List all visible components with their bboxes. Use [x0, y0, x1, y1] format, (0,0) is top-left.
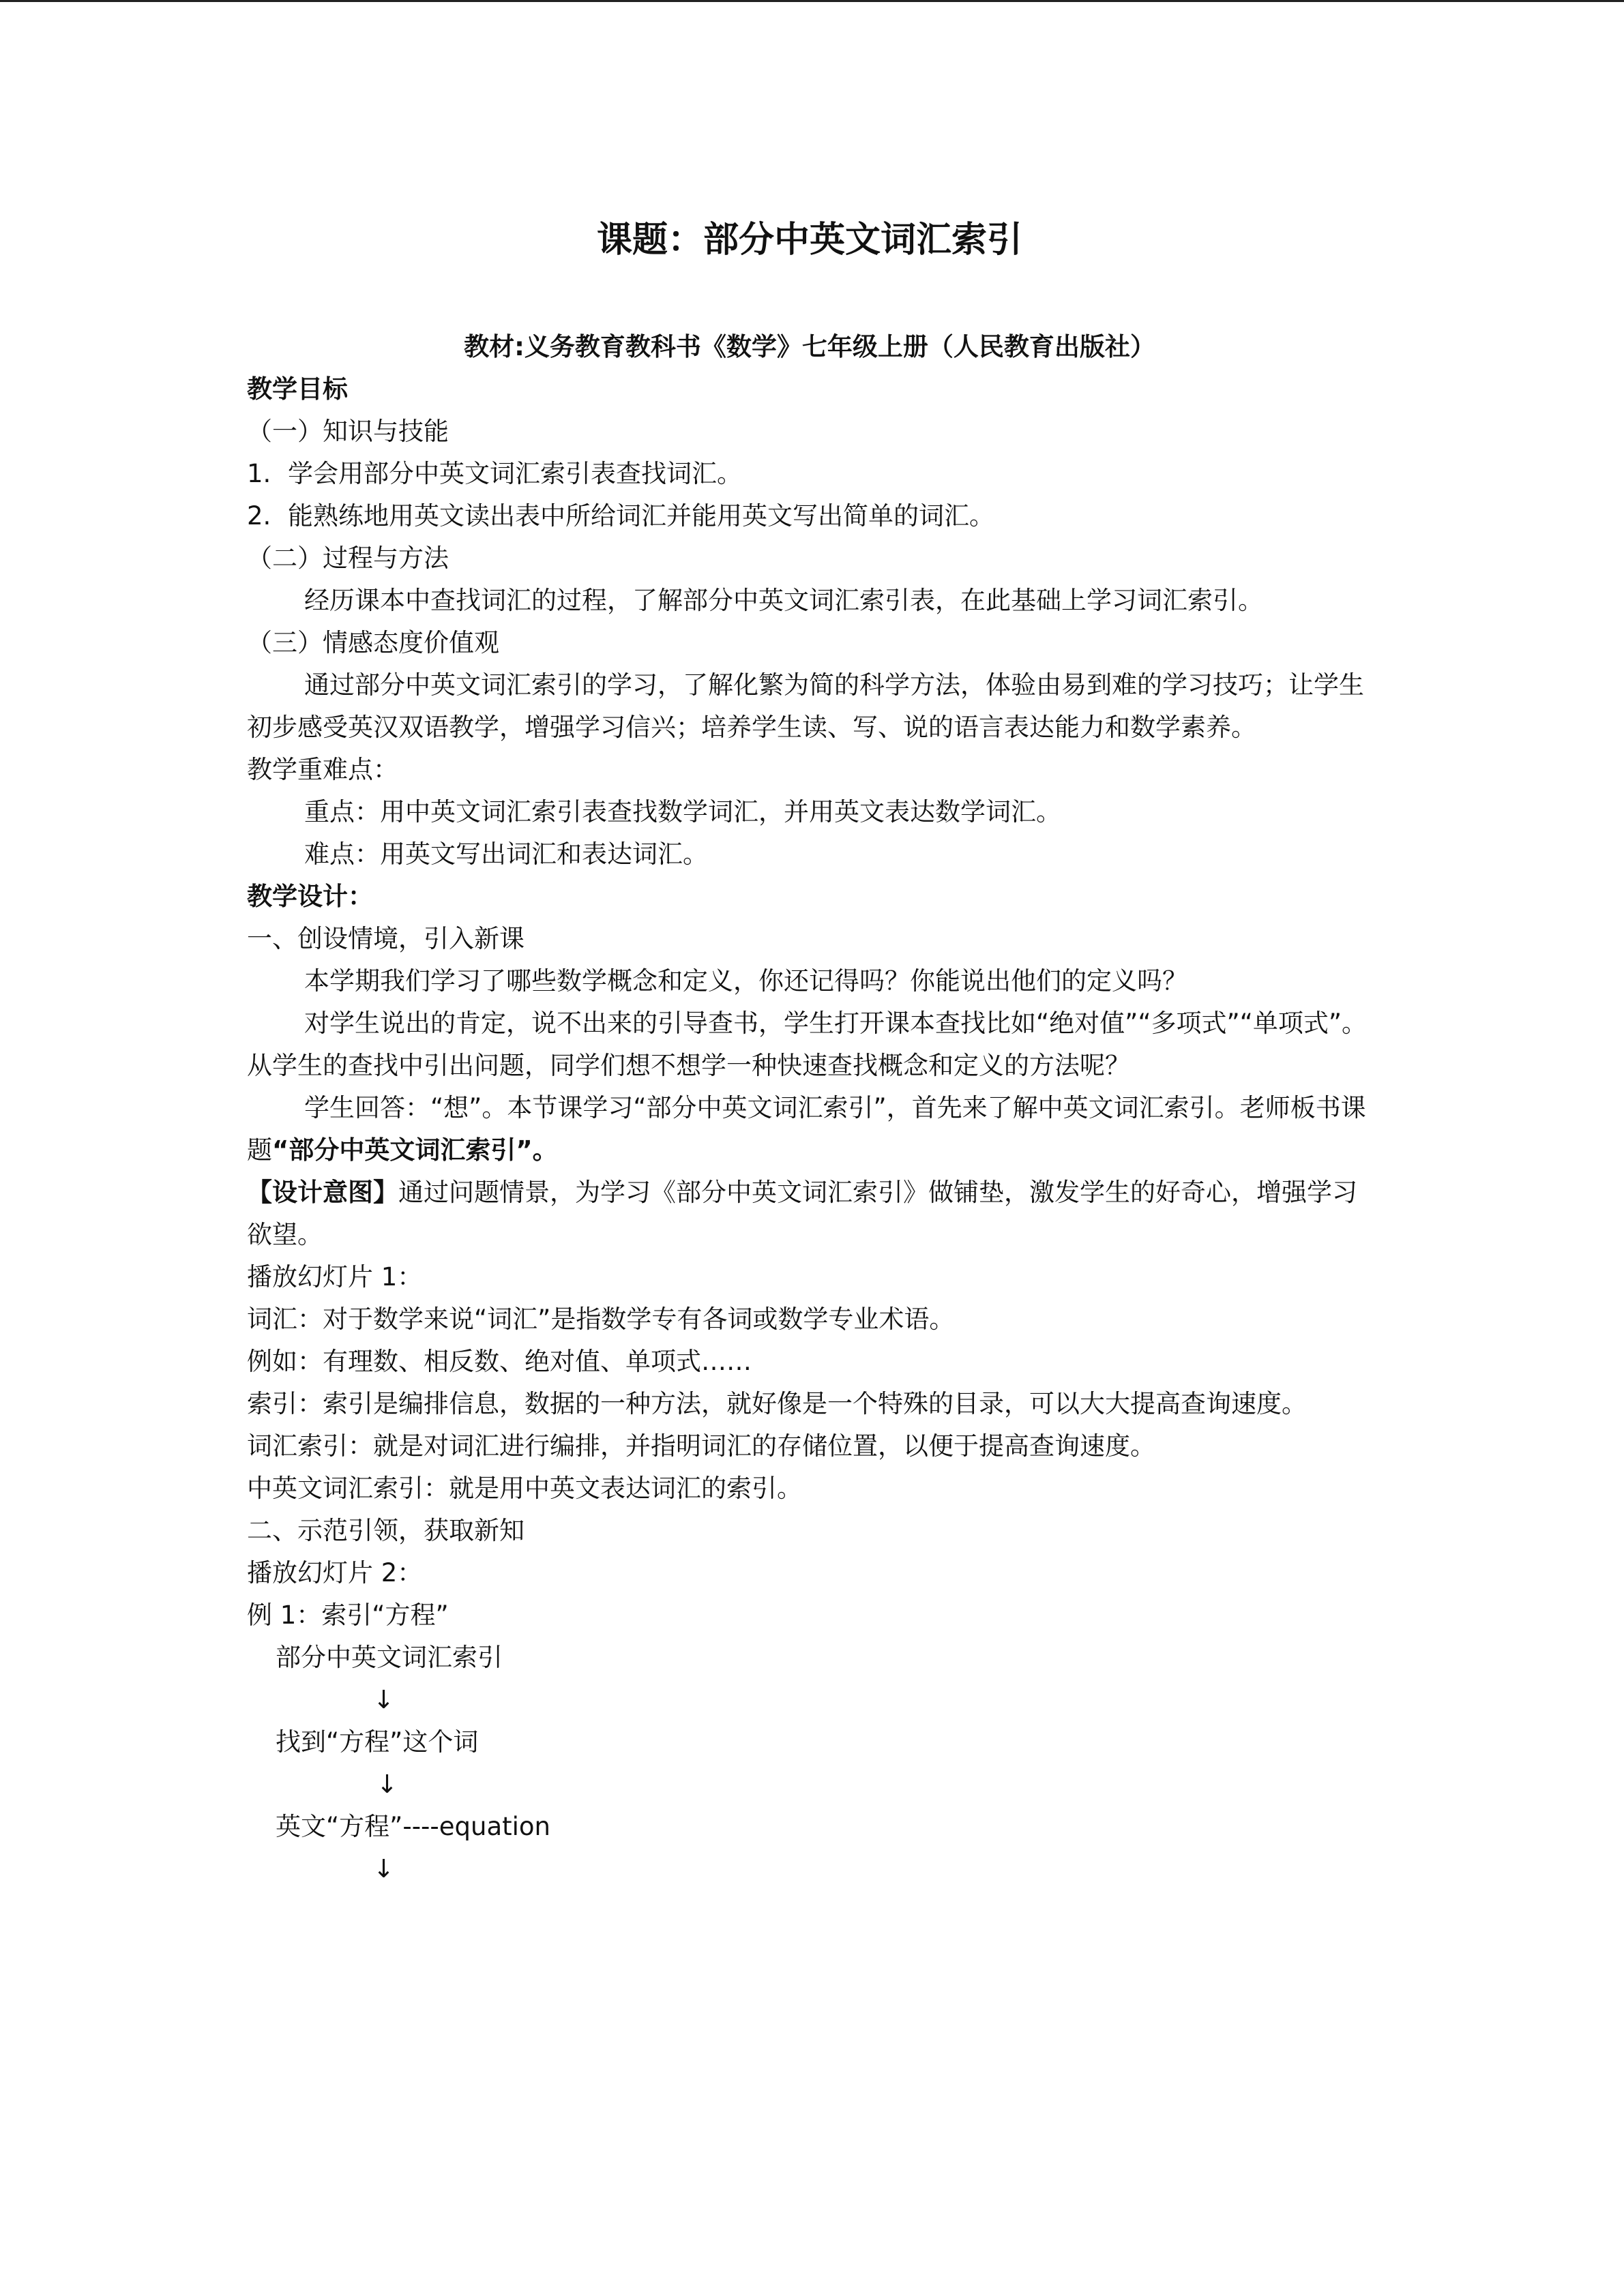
flow-step: 部分中英文词汇索引 — [276, 1643, 503, 1672]
index-definition: 索引：索引是编排信息，数据的一种方法，就好像是一个特殊的目录，可以大大提高查询速度。 — [247, 1389, 1307, 1418]
knowledge-heading: （一）知识与技能 — [247, 417, 449, 446]
example-1-title: 例 1：索引“方程” — [247, 1600, 449, 1630]
design-intent — [247, 1172, 1372, 1256]
knowledge-item — [247, 495, 1372, 537]
difficult-point: 难点：用英文写出词汇和表达词汇。 — [304, 839, 708, 869]
slide-1-label: 播放幻灯片 1： — [247, 1262, 423, 1292]
vocab-definition: 词汇：对于数学来说“词汇”是指数学专有各词或数学专业术语。 — [247, 1304, 955, 1334]
document-body — [247, 368, 1372, 1890]
emotion-heading: （三）情感态度价值观 — [247, 628, 499, 657]
design-intent-label: 【设计意图】 — [247, 1178, 398, 1207]
item-number: 1. — [247, 459, 271, 488]
textbook-source: 教材:义务教育教科书《数学》七年级上册（人民教育出版社） — [464, 332, 1155, 361]
flow-step: 英文“方程”----equation — [276, 1812, 550, 1841]
intro-paragraph-3-text: 学生回答：“想”。本节课学习“部分中英文词汇索引”，首先来了解中英文词汇索引。老师板书课题 — [247, 1093, 1366, 1165]
vocab-index-definition: 词汇索引：就是对词汇进行编排，并指明词汇的存储位置，以便于提高查询速度。 — [247, 1431, 1155, 1461]
part2-heading: 二、示范引领，获取新知 — [247, 1516, 525, 1545]
process-heading: （二）过程与方法 — [247, 543, 449, 573]
key-point: 重点：用中英文词汇索引表查找数学词汇，并用英文表达数学词汇。 — [304, 797, 1061, 826]
item-text: 能熟练地用英文读出表中所给词汇并能用英文写出简单的词汇。 — [288, 501, 994, 531]
down-arrow-icon: ↓ — [373, 1854, 395, 1883]
vocab-examples: 例如：有理数、相反数、绝对值、单项式…… — [247, 1347, 752, 1376]
flow-step: 找到“方程”这个词 — [276, 1727, 479, 1757]
design-heading: 教学设计： — [247, 882, 373, 911]
design-intent-text: 通过问题情景，为学习《部分中英文词汇索引》做铺垫，激发学生的好奇心，增强学习欲望。 — [247, 1178, 1357, 1249]
part1-heading: 一、创设情境，引入新课 — [247, 924, 525, 953]
intro-paragraph-2: 对学生说出的肯定，说不出来的引导查书，学生打开课本查找比如“绝对值”“多项式”“单项式”。从学生的查找中引出问题，同学们想不想学一种快速查找概念和定义的方法呢？ — [247, 1009, 1368, 1080]
slide-2-label: 播放幻灯片 2： — [247, 1558, 423, 1587]
item-number: 2. — [247, 501, 271, 531]
intro-paragraph-1: 本学期我们学习了哪些数学概念和定义，你还记得吗？你能说出他们的定义吗？ — [304, 966, 1187, 996]
goals-heading: 教学目标 — [247, 374, 348, 404]
page-title: 课题：部分中英文词汇索引 — [596, 220, 1022, 260]
knowledge-item — [247, 453, 1372, 495]
intro-paragraph-3 — [247, 1087, 1372, 1172]
emotion-text: 通过部分中英文词汇索引的学习，了解化繁为简的科学方法，体验由易到难的学习技巧；让学生初步感受英汉双语教学，增强学习信兴；培养学生读、写、说的语言表达能力和数学素养。 — [247, 670, 1364, 742]
board-title: “部分中英文词汇索引”。 — [272, 1135, 558, 1165]
cn-en-index-definition: 中英文词汇索引：就是用中英文表达词汇的索引。 — [247, 1474, 802, 1503]
keypoints-heading: 教学重难点： — [247, 755, 398, 784]
down-arrow-icon: ↓ — [373, 1685, 395, 1714]
item-text: 学会用部分中英文词汇索引表查找词汇。 — [288, 459, 742, 488]
process-text: 经历课本中查找词汇的过程，了解部分中英文词汇索引表，在此基础上学习词汇索引。 — [304, 586, 1263, 615]
down-arrow-icon: ↓ — [377, 1770, 398, 1799]
page-top-border — [0, 0, 1624, 2]
